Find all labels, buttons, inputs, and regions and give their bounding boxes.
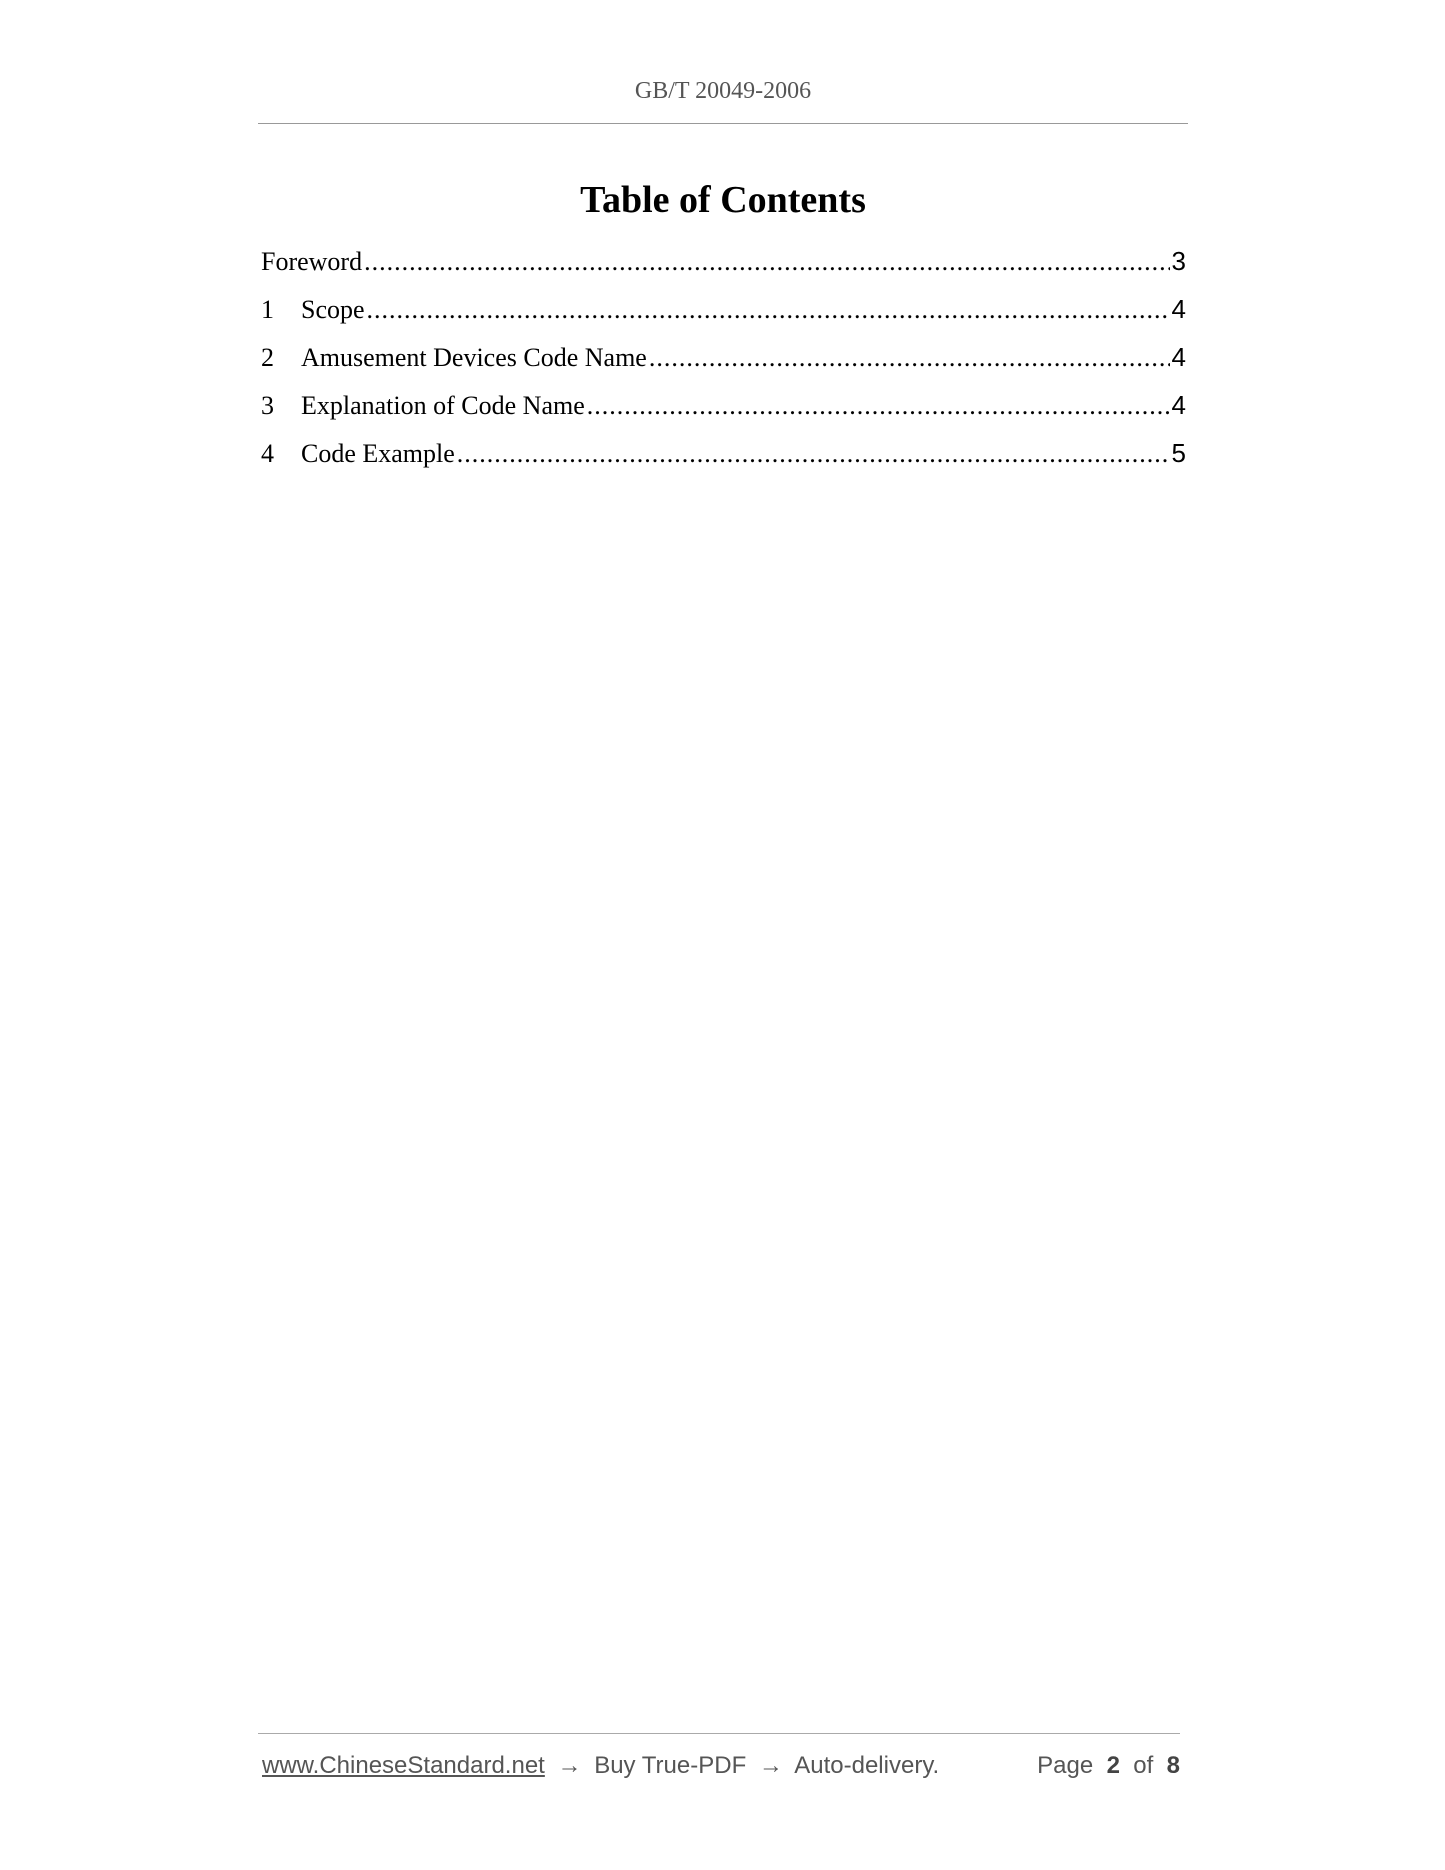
toc-leader-dots [649,343,1170,373]
toc-entry-code-example[interactable] [261,438,1186,486]
header-divider [258,123,1188,124]
footer-divider [258,1733,1180,1734]
toc-entry-explanation-of-code-name[interactable] [261,390,1186,438]
toc-entry-page: 4 [1171,342,1186,372]
toc-entry-text: Code Example [301,439,455,468]
toc-entry-number: 3 [261,391,274,420]
page-indicator [1037,1752,1180,1780]
toc-entry-number: 4 [261,439,274,468]
toc-entry-foreword[interactable] [261,246,1186,294]
toc-entry-page: 5 [1171,438,1186,468]
toc-leader-dots [364,247,1169,277]
footer-promo [262,1752,939,1780]
page-footer [262,1752,1180,1780]
toc-entry-number: 2 [261,343,274,372]
toc-leader-dots [587,391,1170,421]
toc-leader-dots [457,439,1170,469]
page-total: 8 [1166,1752,1180,1779]
arrow-right-icon: → [758,1752,783,1779]
toc-entry-page: 4 [1171,390,1186,420]
page-current: 2 [1106,1752,1120,1779]
of-label: of [1133,1752,1154,1779]
toc-entry-text: Foreword [261,247,363,276]
toc-entry-number: 1 [261,295,274,324]
page-label: Page [1037,1752,1094,1779]
toc-entry-amusement-devices-code-name[interactable] [261,342,1186,390]
toc-entry-scope[interactable] [261,294,1186,342]
delivery-text: Auto-delivery. [794,1752,940,1779]
arrow-right-icon: → [557,1752,582,1779]
toc-title: Table of Contents [580,179,866,221]
site-link[interactable]: www.ChineseStandard.net [262,1752,545,1779]
toc-list [261,246,1186,486]
toc-entry-page: 3 [1171,246,1186,276]
toc-leader-dots [367,295,1170,325]
running-header: GB/T 20049-2006 [634,78,812,104]
toc-entry-page: 4 [1171,294,1186,324]
toc-entry-text: Explanation of Code Name [301,391,585,420]
buy-text: Buy True-PDF [594,1752,747,1779]
toc-entry-text: Amusement Devices Code Name [301,343,647,372]
toc-entry-text: Scope [301,295,365,324]
